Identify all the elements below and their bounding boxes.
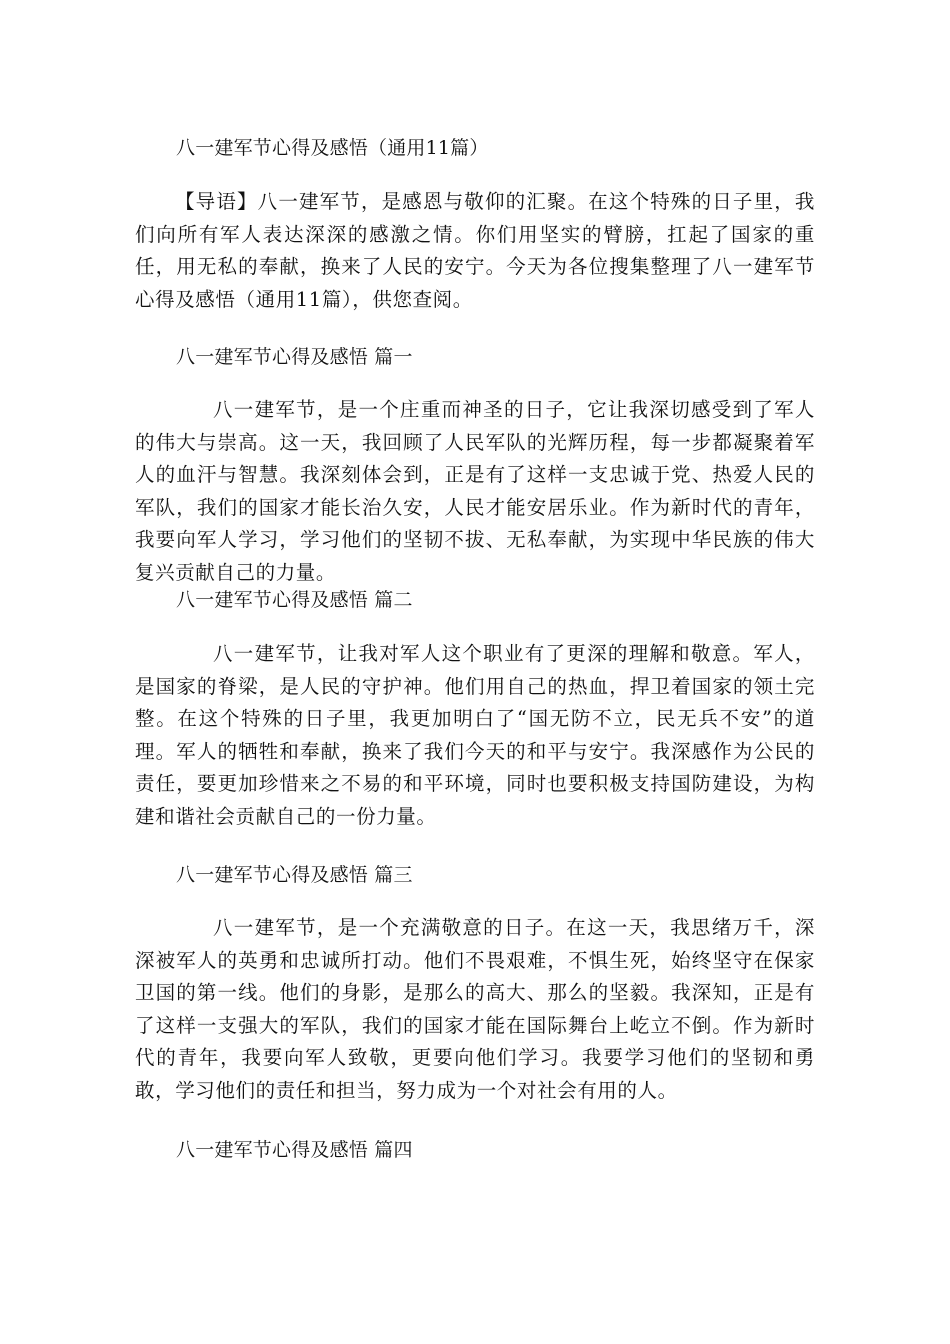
document-title: 八一建军节心得及感悟（通用11篇） [176,137,489,159]
section-heading-3: 八一建军节心得及感悟 篇三 [176,864,413,886]
section-body-3: 八一建军节，是一个充满敬意的日子。在这一天，我思绪万千，深深被军人的英勇和忠诚所打动。他们不畏艰难，不惧生死，始终坚守在保家卫国的第一线。他们的身影，是那么的高大、那么的坚毅。我深知，正是有了这样一支强大的军队，我们的国家才能在国际舞台上屹立不倒。作为新时代的青年，我要向军人致敬，更要向他们学习。我要学习他们的坚韧和勇敢，学习他们的责任和担当，努力成为一个对社会有用的人。 [135,916,815,1102]
section-heading-1: 八一建军节心得及感悟 篇一 [176,346,413,368]
intro-paragraph: 【导语】八一建军节，是感恩与敬仰的汇聚。在这个特殊的日子里，我们向所有军人表达深深的感激之情。你们用坚实的臂膀，扛起了国家的重任，用无私的奉献，换来了人民的安宁。今天为各位搜集整理了八一建军节心得及感悟（通用11篇），供您查阅。 [135,190,815,311]
section-heading-2: 八一建军节心得及感悟 篇二 [176,589,413,611]
section-body-1: 八一建军节，是一个庄重而神圣的日子，它让我深切感受到了军人的伟大与崇高。这一天，我回顾了人民军队的光辉历程，每一步都凝聚着军人的血汗与智慧。我深刻体会到，正是有了这样一支忠诚于党、热爱人民的军队，我们的国家才能长治久安，人民才能安居乐业。作为新时代的青年，我要向军人学习，学习他们的坚韧不拔、无私奉献，为实现中华民族的伟大复兴贡献自己的力量。 [135,398,815,584]
section-heading-4: 八一建军节心得及感悟 篇四 [176,1139,413,1161]
section-body-2: 八一建军节，让我对军人这个职业有了更深的理解和敬意。军人，是国家的脊梁，是人民的守护神。他们用自己的热血，捍卫着国家的领土完整。在这个特殊的日子里，我更加明白了“国无防不立，民无兵不安”的道理。军人的牺牲和奉献，换来了我们今天的和平与安宁。我深感作为公民的责任，要更加珍惜来之不易的和平环境，同时也要积极支持国防建设，为构建和谐社会贡献自己的一份力量。 [135,642,815,828]
